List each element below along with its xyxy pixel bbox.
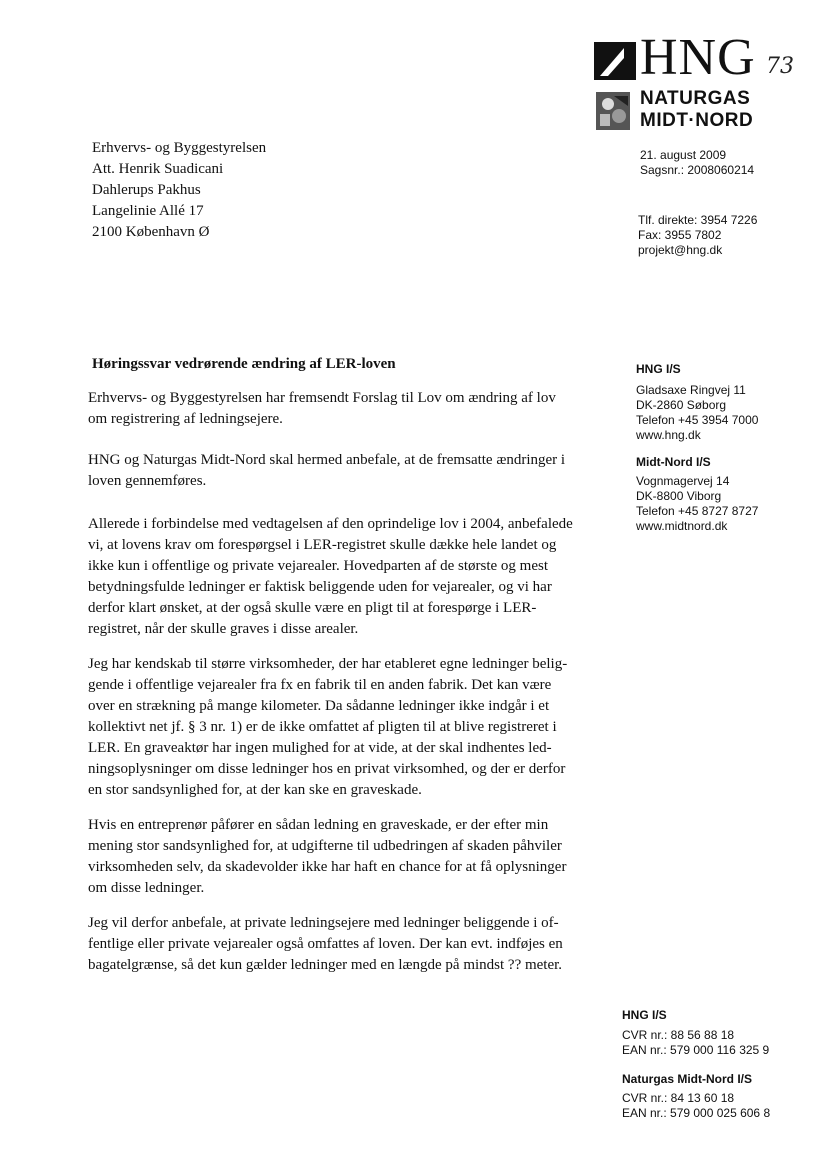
naturgas-emblem-icon [594, 90, 632, 132]
direct-phone: Tlf. direkte: 3954 7226 [638, 213, 758, 227]
paragraph-line: gende i offentlige vejarealer fra fx en fabrik til en anden fabrik. Det kan være [88, 677, 552, 693]
footer-ean: EAN nr.: 579 000 025 606 8 [622, 1106, 771, 1120]
naturgas-logo-text [640, 88, 753, 132]
company-line: DK-2860 Søborg [636, 398, 727, 412]
fax-number: Fax: 3955 7802 [638, 228, 722, 242]
paragraph-line: om disse ledninger. [88, 880, 205, 896]
paragraph-line: vi, at lovens krav om forespørgsel i LER-registret skulle dække hele landet og [88, 537, 557, 553]
paragraph [88, 815, 588, 899]
paragraph-line: Jeg har kendskab til større virksomheder, der har etableret egne ledninger belig- [88, 656, 568, 672]
footer-company-name: HNG I/S [622, 1008, 667, 1022]
paragraph-line: ikke kun i offentlige og private vejarealer. Hovedparten af de største og mest [88, 558, 548, 574]
paragraph-line: fentlige eller private vejarealer også omfattes af loven. Der kan evt. indføjes en [88, 936, 563, 952]
hng-triangle-logo-icon [594, 42, 636, 80]
paragraph-line: mening stor sandsynlighed for, at udgifterne til udbedringen af skaden påhviler [88, 838, 562, 854]
paragraph-line: om registrering af ledningsejere. [88, 411, 283, 427]
hng-logo [594, 29, 764, 86]
paragraph [88, 514, 588, 640]
naturgas-midt-nord-logo [594, 88, 764, 136]
footer-naturgas [622, 1072, 770, 1121]
contact-block [638, 213, 757, 258]
company-line: Telefon +45 3954 7000 [636, 413, 759, 427]
recipient-address [92, 138, 266, 243]
paragraph-line: derfor klart ønsket, at der også skulle være en pligt til at forespørge i LER- [88, 600, 537, 616]
company-website[interactable]: www.midtnord.dk [636, 519, 728, 533]
company-line: DK-8800 Viborg [636, 489, 722, 503]
company-website[interactable]: www.hng.dk [636, 428, 701, 442]
footer-ean: EAN nr.: 579 000 116 325 9 [622, 1043, 770, 1057]
handwritten-note: 73 [766, 54, 794, 79]
letter-subject: Høringssvar vedrørende ændring af LER-loven [92, 356, 396, 372]
recipient-line: Langelinie Allé 17 [92, 203, 204, 219]
paragraph-line: loven gennemføres. [88, 473, 207, 489]
footer-hng [622, 1008, 769, 1058]
email-address[interactable]: projekt@hng.dk [638, 243, 723, 257]
paragraph-line: kollektivt net jf. § 3 nr. 1) er de ikke omfattet af pligten til at blive registreret i [88, 719, 557, 735]
letter-date: 21. august 2009 [640, 148, 727, 162]
hng-logo-text: HNG [640, 29, 756, 86]
naturgas-line1: NATURGAS [640, 88, 751, 109]
paragraph [88, 388, 588, 430]
company-info-hng [636, 362, 758, 443]
paragraph-line: Jeg vil derfor anbefale, at private ledningsejere med ledninger beliggende i of- [88, 915, 559, 931]
date-block [640, 148, 754, 178]
paragraph-line: virksomheden selv, da skadevolder ikke har haft en chance for at få oplysninger [88, 859, 567, 875]
company-line: Gladsaxe Ringvej 11 [636, 383, 746, 397]
company-info-midt-nord [636, 455, 758, 534]
recipient-line: Erhvervs- og Byggestyrelsen [92, 140, 267, 156]
paragraph [88, 654, 588, 801]
paragraph-line: registret, når der skulle graves i disse arealer. [88, 621, 359, 637]
paragraph-line: bagatelgrænse, så det kun gælder ledninger med en længde på mindst ?? meter. [88, 957, 563, 973]
paragraph [88, 450, 588, 492]
paragraph-line: over en strækning på mange kilometer. Da sådanne ledninger ikke indgår i et [88, 698, 550, 714]
company-name: HNG I/S [636, 362, 681, 376]
recipient-line: Dahlerups Pakhus [92, 182, 201, 198]
paragraph-line: Allerede i forbindelse med vedtagelsen af den oprindelige lov i 2004, anbefalede [88, 516, 573, 532]
naturgas-line2: MIDT·NORD [640, 110, 754, 131]
recipient-line: Att. Henrik Suadicani [92, 161, 224, 177]
case-number: Sagsnr.: 2008060214 [640, 163, 755, 177]
footer-cvr: CVR nr.: 88 56 88 18 [622, 1028, 735, 1042]
company-line: Vognmagervej 14 [636, 474, 730, 488]
paragraph-line: LER. En graveaktør har ingen mulighed for at vide, at der skal indhentes led- [88, 740, 552, 756]
paragraph [88, 913, 588, 976]
company-line: Telefon +45 8727 8727 [636, 504, 759, 518]
paragraph-line: Erhvervs- og Byggestyrelsen har fremsendt Forslag til Lov om ændring af lov [88, 390, 556, 406]
paragraph-line: betydningsfulde ledninger er faktisk beliggende uden for vejarealer, og vi har [88, 579, 552, 595]
paragraph-line: en stor sandsynlighed for, at der kan ske en graveskade. [88, 782, 422, 798]
footer-cvr: CVR nr.: 84 13 60 18 [622, 1091, 735, 1105]
paragraph-line: Hvis en entreprenør påfører en sådan ledning en graveskade, er der efter min [88, 817, 549, 833]
paragraph-line: ningsoplysninger om disse ledninger hos en privat virksomhed, og der er derfor [88, 761, 566, 777]
company-name: Midt-Nord I/S [636, 455, 711, 469]
footer-company-name: Naturgas Midt-Nord I/S [622, 1072, 753, 1086]
paragraph-line: HNG og Naturgas Midt-Nord skal hermed anbefale, at de fremsatte ændringer i [88, 452, 566, 468]
recipient-line: 2100 København Ø [92, 224, 210, 240]
